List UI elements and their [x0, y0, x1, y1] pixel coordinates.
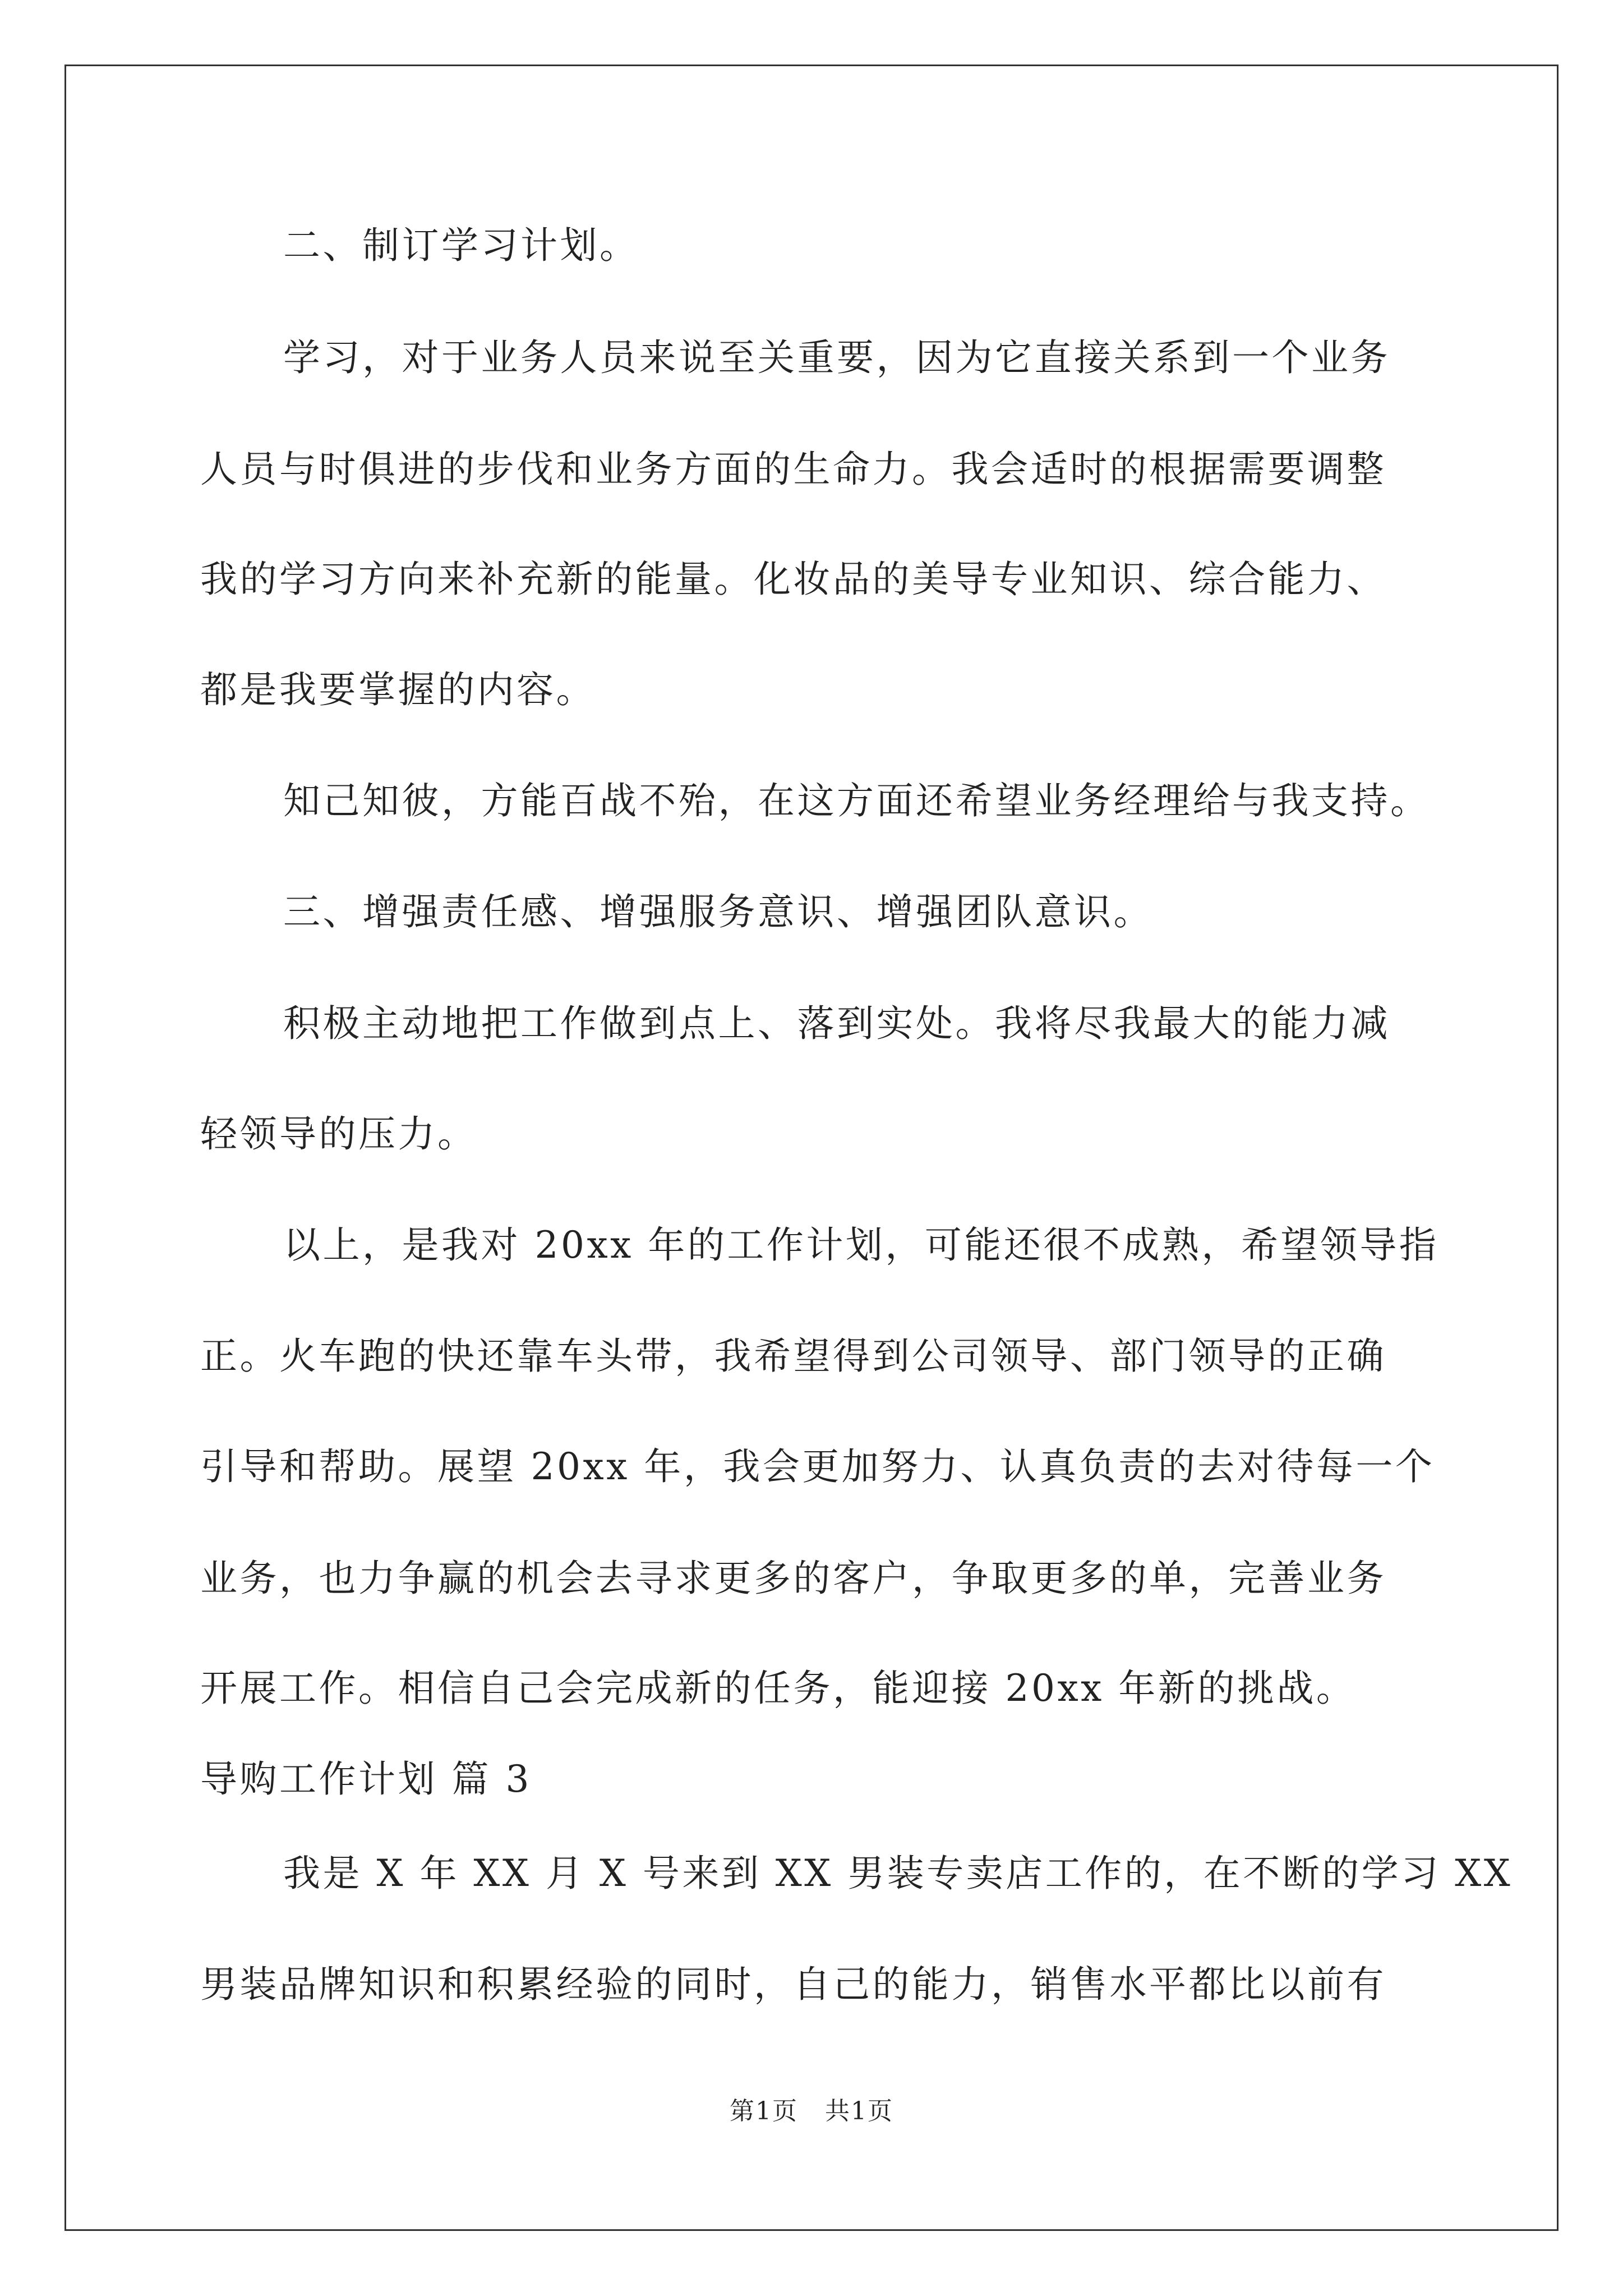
paragraph-line: 学习，对于业务人员来说至关重要，因为它直接关系到一个业务: [283, 336, 1390, 379]
paragraph-line: 引导和帮助。展望 20xx 年，我会更加努力、认真负责的去对待每一个: [200, 1445, 1435, 1488]
section-heading: 三、增强责任感、增强服务意识、增强团队意识。: [283, 890, 1153, 933]
page-number-footer: 第1页 共1页: [730, 2097, 893, 2125]
paragraph-line: 男装品牌知识和积累经验的同时，自己的能力，销售水平都比以前有: [200, 1963, 1386, 2006]
paragraph-line: 以上，是我对 20xx 年的工作计划，可能还很不成熟，希望领导指: [283, 1223, 1439, 1267]
paragraph-line: 人员与时俱进的步伐和业务方面的生命力。我会适时的根据需要调整: [200, 448, 1386, 491]
paragraph-line: 我是 X 年 XX 月 X 号来到 XX 男装专卖店工作的，在不断的学习 XX: [283, 1852, 1513, 1895]
paragraph-line: 开展工作。相信自己会完成新的任务，能迎接 20xx 年新的挑战。: [200, 1667, 1356, 1710]
paragraph-line: 业务，也力争赢的机会去寻求更多的客户，争取更多的单，完善业务: [200, 1557, 1386, 1600]
paragraph-line: 都是我要掌握的内容。: [200, 668, 596, 711]
paragraph-line: 我的学习方向来补充新的能量。化妆品的美导专业知识、综合能力、: [200, 558, 1386, 601]
section-heading: 二、制订学习计划。: [283, 224, 639, 267]
paragraph-line: 轻领导的压力。: [200, 1112, 477, 1156]
article-title: 导购工作计划 篇 3: [200, 1757, 532, 1801]
paragraph-line: 正。火车跑的快还靠车头带，我希望得到公司领导、部门领导的正确: [200, 1335, 1386, 1378]
paragraph-line: 知己知彼，方能百战不殆，在这方面还希望业务经理给与我支持。: [283, 779, 1430, 822]
paragraph-line: 积极主动地把工作做到点上、落到实处。我将尽我最大的能力减: [283, 1002, 1390, 1045]
